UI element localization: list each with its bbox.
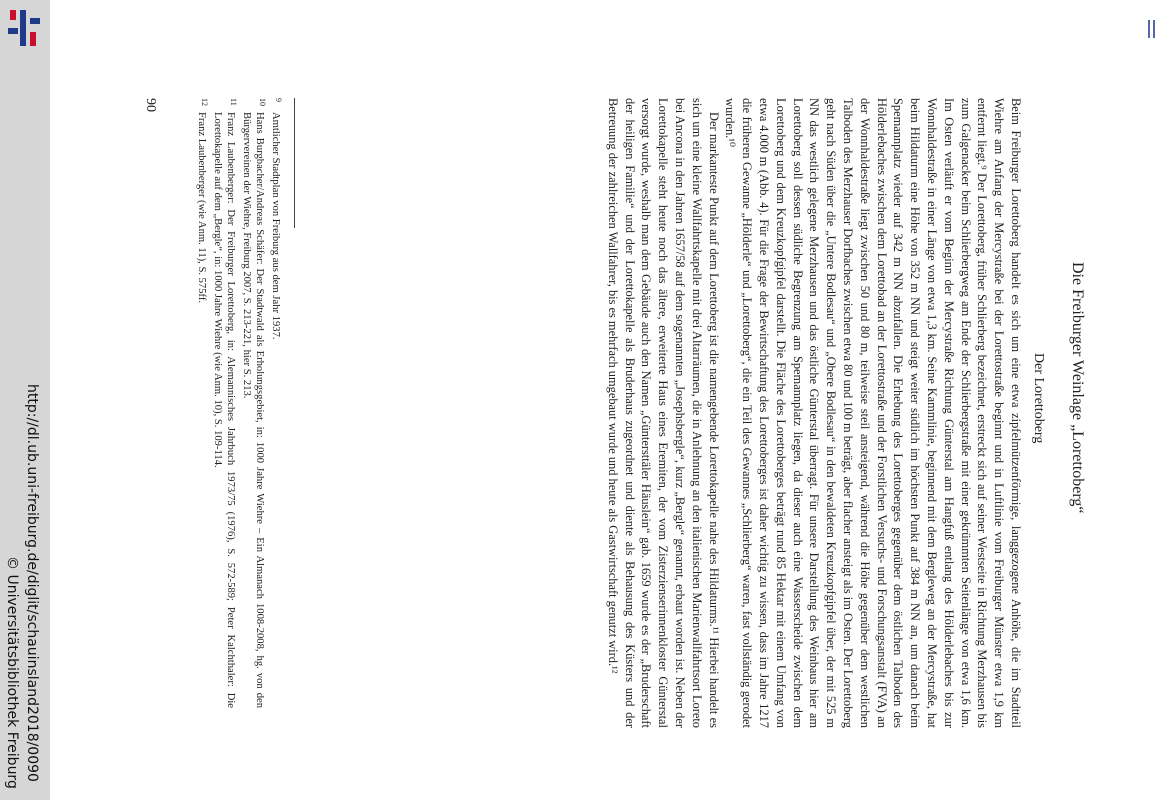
scanned-page: [56, 0, 1156, 800]
document-url[interactable]: http://dl.ub.uni-freiburg.de/diglit/schauinsland2018/0090: [24, 384, 40, 782]
footnote-text: Franz Laubenberger: Der Freiburger Lorettoberg, in: Alemannisches Jahrbuch 1973/75 (1976), S. 572-589; Peter Kalchthaler: Die Lorettokapelle auf dem „Bergle“, in: 1000 Jahre Wiehre (wie Anm. 10), S. 109-114.: [212, 112, 237, 708]
page-number: 90: [143, 98, 158, 112]
footnote-divider: [294, 98, 295, 228]
footnote: [240, 98, 267, 708]
footnote-text: Hans Burgbacher/Andreas Schäfer: Der Stadtwald als Erholungsgebiet, in: 1000 Jahre Wiehre – Ein Almanach 1008-2008, hg. von den Bürgervereinen der Wiehre, Freiburg 2007, S. 213-221, hier S. 213.: [241, 112, 266, 708]
body-text: [604, 98, 1024, 728]
footnote: [269, 98, 283, 708]
paragraph: Der markanteste Punkt auf dem Lorettoberg ist die namengebende Lorettokapelle nahe des Hildaturms.¹¹ Hierbei handelt es sich um eine kleine Wallfahrtskapelle mit drei Altarräumen, die in Anlehnung an den italienischen Marienwallfahrtsort Loreto bei Ancona in den Jahren 1657/58 auf dem sogenannten „Josephsbergle“, kurz „Bergle“ genannt, erbaut worden ist. Neben der Lorettokapelle steht heute noch das ältere, erweiterte Haus eines Eremiten, der vom Zisterzienserinnenkloster Günterstal versorgt wurde, weshalb man dem Gebäude auch den Namen „Güntersttäler Häuslein“ gab. 1659 wurde es der „Bruderschaft der heiligen Familie“ und der Lorettokapelle als Bruderhaus zugeordnet und diente als Behausung des Küsters und der Betreuung der zahlreichen Wallfahrer, bis es mehrfach umgebaut wurde und heute als Gastwirtschaft genutzt wird.¹²: [605, 98, 721, 728]
footnote-number: 11: [229, 98, 239, 106]
footnote-text: Amtlicher Stadtplan von Freiburg aus dem Jahr 1937.: [270, 112, 281, 340]
footnote: [195, 98, 209, 708]
footnote-number: 10: [258, 98, 268, 106]
paragraph: Beim Freiburger Lorettoberg handelt es sich um eine etwa zipfelmützenförmige, langgezogene Anhöhe, die im Stadtteil Wiehre am Anfang der Mercystraße bei der Lorettostraße beginnt und in Luftlinie vom Freiburger Münster etwa 1,9 km entfernt liegt.⁹ Der Lorettoberg, früher Schlierberg bezeichnet, erstreckt sich auf seiner Westseite in Richtung Merzhausen bis zum Galgenacker beim Schlierbergweg am Ende der Schlierbergstraße mit einer gekrümmten Seitenlänge von etwa 1,6 km. Im Osten verläuft er vom Beginn der Mercystraße Richtung Günterstal am Hangfuß entlang des Hölderlebaches bis zur Wonnhaldestraße in einer Länge von etwa 1,3 km. Seine Kammlinie, beginnend mit dem Bergleweg an der Mercystraße, hat beim Hildaturm eine Höhe von 352 m NN und steigt weiter südlich im höchsten Punkt auf 384 m NN an, um danach beim Spemannplatz wieder auf 342 m NN abzufallen. Die Erhebung des Lorettoberges gegenüber dem östlichen Talboden des Hölderlebaches zwischen dem Lorettobad an der Lorettostraße und der Forstlichen Versuchs- und Forschungsanstalt (FVA) an der Wonnhaldestraße liegt zwischen 50 und 80 m, teilweise steil ansteigend, während die Höhe gegenüber dem westlichen Talboden des Merzhauser Dorfbaches zwischen etwa 80 und 100 m beträgt, aber flacher ansteigt als im Osten. Der Lorettoberg geht nach Süden über die „Untere Bodlesau“ und „Obere Bodlesau“ in den bewaldeten Kreuzkopfgipfel über, der mit 525 m NN das westlich gelegene Merzhausen und das östliche Günterstal überragt. Für unsere Darstellung des Weinbaus hier am Lorettoberg soll dessen südliche Begrenzung am Spemannplatz liegen, da dieser auch eine Wasserscheide zwischen dem Lorettoberg und dem Kreuzkopfgipfel darstellt. Die Fläche des Lorettoberges beträgt rund 85 Hektar mit einem Umfang von etwa 4.000 m (Abb. 4). Für die Frage der Bewirtschaftung des Lorettoberges ist daher wichtig zu wissen, dass im Jahre 1217 die früheren Gewanne „Hölderle“ und „Lorettoberg“, die ein Teil des Gewannes „Schlierberg“ waren, fast vollständig gerodet wurden.¹⁰: [723, 98, 1023, 728]
footnote-number: 9: [274, 98, 283, 102]
viewer-info-column: [0, 0, 50, 800]
footnotes: [193, 98, 282, 708]
footnote-text: Franz Laubenberger (wie Anm. 11), S. 575ff.: [196, 112, 208, 304]
footnote-number: 12: [200, 98, 210, 106]
copyright-notice: © Universitätsbibliothek Freiburg: [4, 556, 20, 789]
footnote: [211, 98, 238, 708]
page-title: Die Freiburger Weinlage „Lorettoberg“: [1069, 262, 1086, 514]
section-heading: Der Lorettoberg: [1031, 353, 1046, 444]
